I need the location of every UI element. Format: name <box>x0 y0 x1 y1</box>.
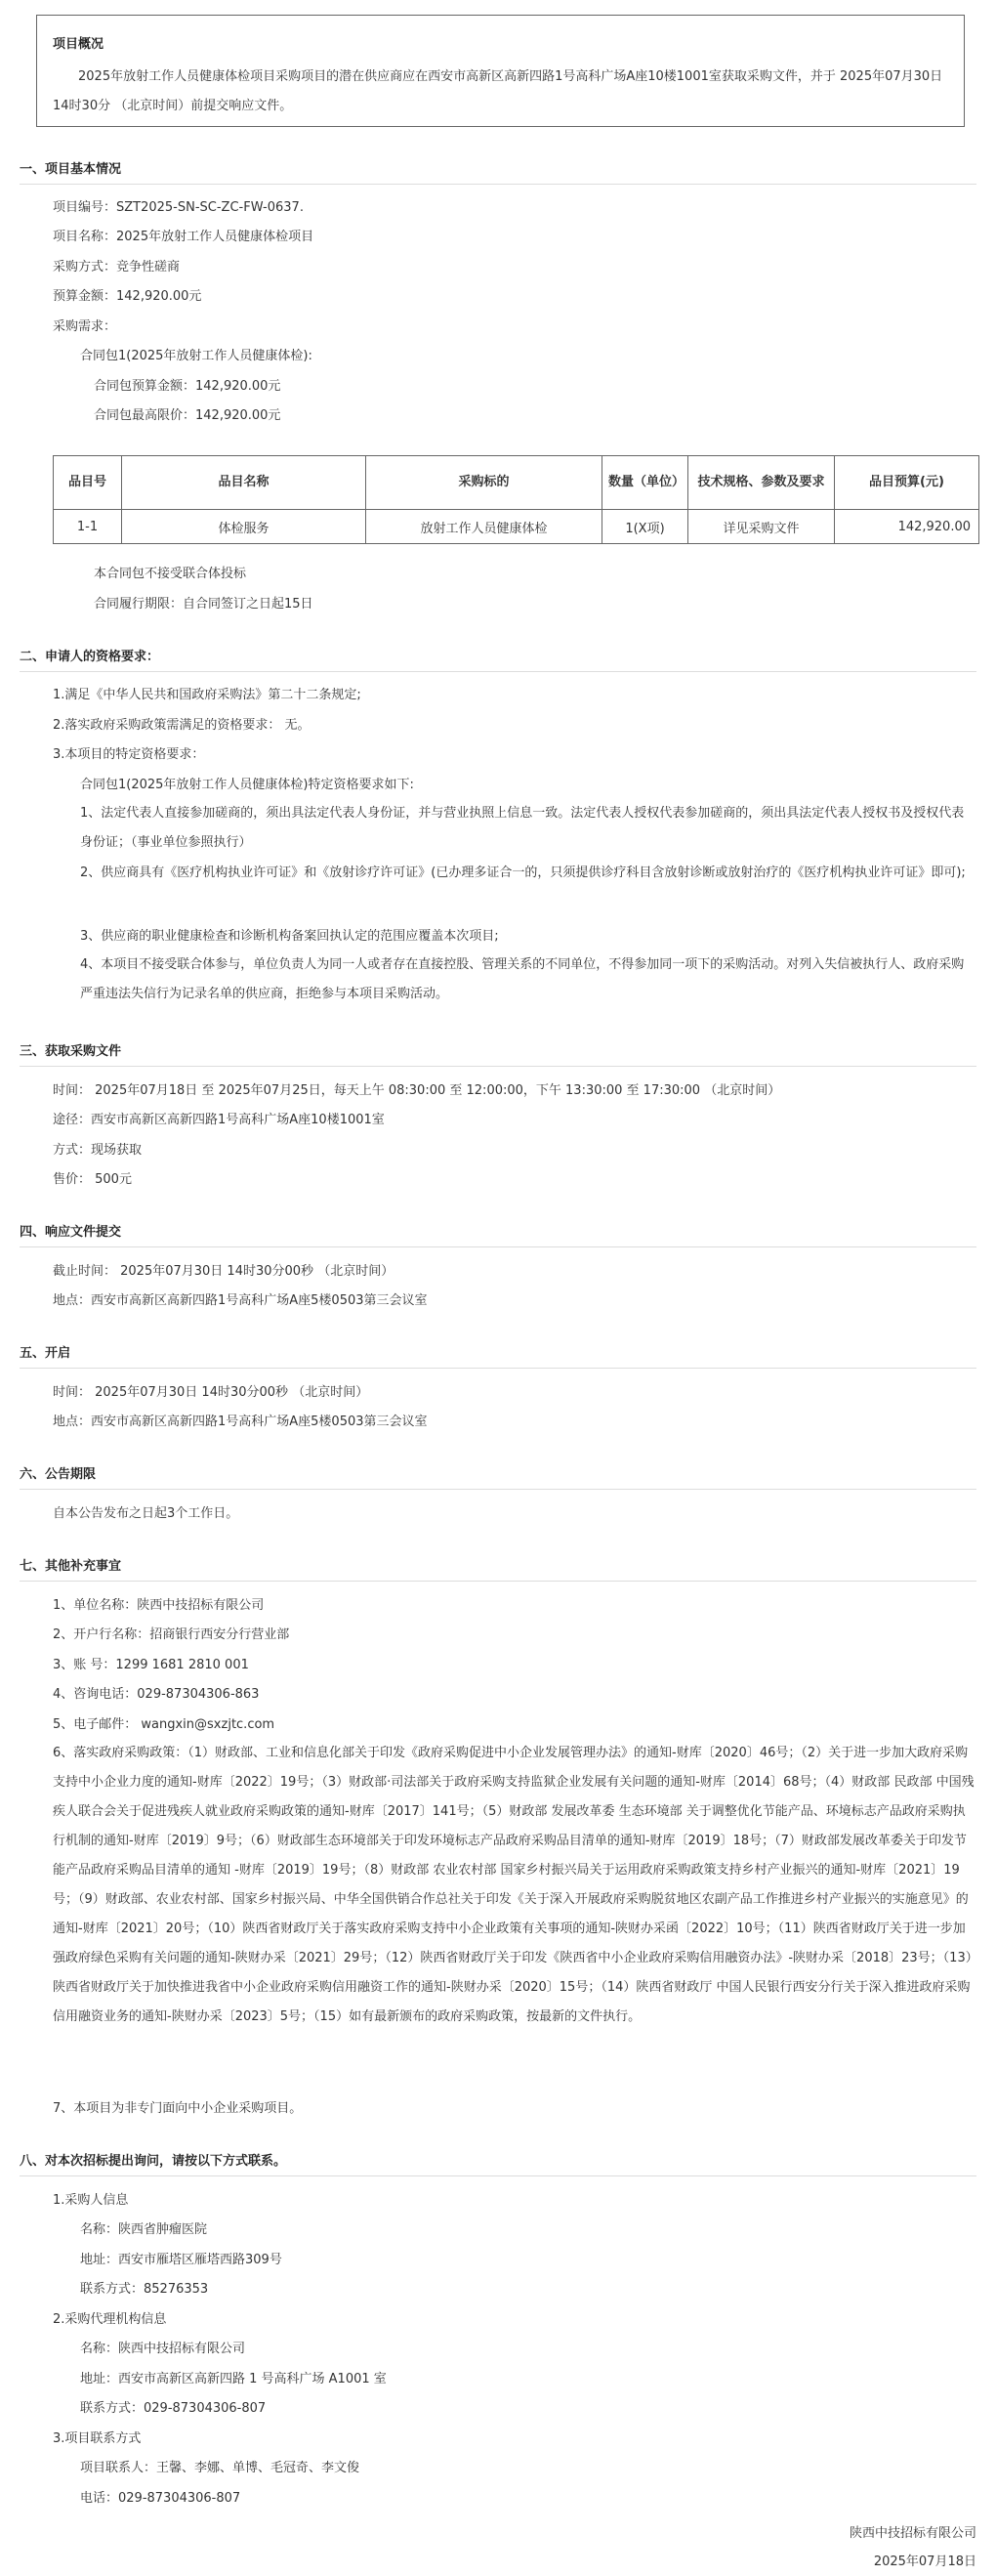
contract-package-max-price: 合同包最高限价：142,920.00元 <box>94 408 281 423</box>
document-method: 方式：现场获取 <box>53 1143 143 1158</box>
table-row <box>54 510 979 544</box>
unit-name: 1、单位名称：陕西中技招标有限公司 <box>53 1598 265 1613</box>
agent-phone: 联系方式：029-87304306-807 <box>80 2401 267 2416</box>
non-sme-note: 7、本项目为非专门面向中小企业采购项目。 <box>53 2101 303 2116</box>
section-8-title: 八、对本次招标提出询问，请按以下方式联系。 <box>20 2154 287 2169</box>
announcement-period: 自本公告发布之日起3个工作日。 <box>53 1506 239 1521</box>
table-header-cell: 技术规格、参数及要求 <box>688 456 835 510</box>
submission-deadline: 截止时间： 2025年07月30日 14时30分00秒 （北京时间） <box>53 1264 394 1279</box>
section-2-title: 二、申请人的资格要求： <box>20 650 160 664</box>
section-divider <box>20 184 976 185</box>
table-cell: 放射工作人员健康体检 <box>366 510 602 544</box>
qualification-3: 3.本项目的特定资格要求： <box>53 747 205 762</box>
section-divider <box>20 1489 976 1490</box>
no-consortium-note: 本合同包不接受联合体投标 <box>94 567 247 581</box>
budget-amount: 预算金额：142,920.00元 <box>53 289 202 304</box>
table-header-cell: 采购标的 <box>366 456 602 510</box>
email: 5、电子邮件： wangxin@sxzjtc.com <box>53 1717 275 1732</box>
agent-address: 地址：西安市高新区高新四路 1 号高科广场 A1001 室 <box>80 2372 387 2386</box>
special-qualification-4: 4、本项目不接受联合体参与，单位负责人为同一人或者存在直接控股、管理关系的不同单位，不得参加同一项下的采购活动。对列入失信被执行人、政府采购严重违法失信行为记录名单的供应商，拒绝参与本项目采购活动。 <box>80 957 965 1001</box>
document-price: 售价： 500元 <box>53 1172 132 1187</box>
table-header-cell: 品目预算(元) <box>835 456 979 510</box>
project-name: 项目名称：2025年放射工作人员健康体检项目 <box>53 230 314 244</box>
overview-text: 2025年放射工作人员健康体检项目采购项目的潜在供应商应在西安市高新区高新四路1号高科广场A座10楼1001室获取采购文件，并于 2025年07月30日 14时30分 （北京时间）前提交响应文件。 <box>53 69 943 113</box>
overview-title: 项目概况 <box>53 37 104 52</box>
table-cell: 1-1 <box>54 510 122 544</box>
project-overview-box <box>36 15 965 127</box>
bank-name: 2、开户行名称：招商银行西安分行营业部 <box>53 1627 290 1642</box>
signature-date: 2025年07月18日 <box>873 2555 976 2569</box>
table-header-cell: 数量（单位） <box>602 456 688 510</box>
submission-location: 地点：西安市高新区高新四路1号高科广场A座5楼0503第三会议室 <box>53 1293 428 1308</box>
procurement-method: 采购方式：竞争性磋商 <box>53 260 181 274</box>
section-divider <box>20 1066 976 1067</box>
special-qualification-3: 3、供应商的职业健康检查和诊断机构备案回执认定的范围应覆盖本次项目; <box>80 929 499 944</box>
table-cell: 142,920.00 <box>835 510 979 544</box>
buyer-phone: 联系方式：85276353 <box>80 2282 209 2297</box>
document-time: 时间： 2025年07月18日 至 2025年07月25日，每天上午 08:30:00 至 12:00:00，下午 13:30:00 至 17:30:00 （北京时间） <box>53 1083 781 1098</box>
contact-info-title: 3.项目联系方式 <box>53 2431 142 2446</box>
table-header-row <box>54 456 979 510</box>
section-7-title: 七、其他补充事宜 <box>20 1559 122 1574</box>
buyer-name: 名称：陕西省肿瘤医院 <box>80 2222 208 2237</box>
section-6-title: 六、公告期限 <box>20 1467 97 1482</box>
contract-package-budget: 合同包预算金额：142,920.00元 <box>94 379 281 394</box>
agent-name: 名称：陕西中技招标有限公司 <box>80 2342 246 2356</box>
qualification-1: 1.满足《中华人民共和国政府采购法》第二十二条规定; <box>53 688 361 702</box>
section-divider <box>20 1246 976 1247</box>
table-cell: 详见采购文件 <box>688 510 835 544</box>
section-divider <box>20 1368 976 1369</box>
document-location: 途径：西安市高新区高新四路1号高科广场A座10楼1001室 <box>53 1113 385 1127</box>
special-qualification-title: 合同包1(2025年放射工作人员健康体检)特定资格要求如下: <box>80 778 414 792</box>
consult-phone: 4、咨询电话：029-87304306-863 <box>53 1687 260 1702</box>
table-cell: 1(X项) <box>602 510 688 544</box>
table-header-cell: 品目号 <box>54 456 122 510</box>
buyer-info-title: 1.采购人信息 <box>53 2193 129 2208</box>
agent-info-title: 2.采购代理机构信息 <box>53 2312 167 2327</box>
table-cell: 体检服务 <box>122 510 366 544</box>
section-1-title: 一、项目基本情况 <box>20 162 122 177</box>
qualification-2: 2.落实政府采购政策需满足的资格要求： 无。 <box>53 718 311 733</box>
section-divider <box>20 2175 976 2176</box>
section-divider <box>20 1581 976 1582</box>
opening-location: 地点：西安市高新区高新四路1号高科广场A座5楼0503第三会议室 <box>53 1415 428 1429</box>
procurement-policies: 6、落实政府采购政策：（1）财政部、工业和信息化部关于印发《政府采购促进中小企业发展管理办法》的通知-财库〔2020〕46号；（2）关于进一步加大政府采购支持中小企业力度的通知-财库〔2022〕19号；（3）财政部·司法部关于政府采购支持监狱企业发展有关问题的通知-财库〔2014〕68号；（4）财政部 民政部 中国残疾人联合会关于促进残疾人就业政府采购政策的通知-财库〔2017〕141号；（5）财政部 发展改革委 生态环境部 关于调整优化节能产品、环境标志产品政府采购执行机制的通知-财库〔2019〕9号；（6）财政部生态环境部关于印发环境标志产品政府采购品目清单的通知-财库〔2019〕18号；（7）财政部发展改革委关于印发节能产品政府采购品目清单的通知 -财库〔2019〕19号；（8）财政部 农业农村部 国家乡村振兴局关于运用政府采购政策支持乡村产业振兴的通知-财库〔2021〕19号；（9）财政部、农业农村部、国家乡村振兴局、中华全国供销合作总社关于印发《关于深入开展政府采购脱贫地区农副产品工作推进乡村产业振兴的实施意见》的通知-财库〔2021〕20号；（10）陕西省财政厅关于落实政府采购支持中小企业政策有关事项的通知-陕财办采函〔2022〕10号；（11）陕西省财政厅关于进一步加强政府绿色采购有关问题的通知-陕财办采〔2021〕29号；（12）陕西省财政厅关于印发《陕西省中小企业政府采购信用融资办法》-陕财办采〔2018〕23号；（13）陕西省财政厅关于加快推进我省中小企业政府采购信用融资工作的通知-陕财办采〔2020〕15号；（14）陕西省财政厅 中国人民银行西安分行关于深入推进政府采购信用融资业务的通知-陕财办采〔2023〕5号；（15）如有最新颁布的政府采购政策，按最新的文件执行。 <box>53 1746 975 2024</box>
account-number: 3、账 号：1299 1681 2810 001 <box>53 1658 249 1672</box>
section-5-title: 五、开启 <box>20 1346 71 1361</box>
section-4-title: 四、响应文件提交 <box>20 1225 122 1240</box>
table-header-cell: 品目名称 <box>122 456 366 510</box>
project-number: 项目编号：SZT2025-SN-SC-ZC-FW-0637. <box>53 200 304 215</box>
section-3-title: 三、获取采购文件 <box>20 1044 122 1059</box>
procurement-needs-label: 采购需求： <box>53 319 117 334</box>
special-qualification-1: 1、法定代表人直接参加磋商的，须出具法定代表人身份证，并与营业执照上信息一致。法定代表人授权代表参加磋商的，须出具法定代表人授权书及授权代表身份证；（事业单位参照执行） <box>80 806 965 850</box>
opening-time: 时间： 2025年07月30日 14时30分00秒 （北京时间） <box>53 1385 369 1400</box>
special-qualification-2: 2、供应商具有《医疗机构执业许可证》和《放射诊疗许可证》(已办理多证合一的，只须提供诊疗科目含放射诊断或放射治疗的《医疗机构执业许可证》即可); <box>80 866 966 880</box>
contract-period: 合同履行期限：自合同签订之日起15日 <box>94 597 313 612</box>
buyer-address: 地址：西安市雁塔区雁塔西路309号 <box>80 2253 282 2267</box>
signature-org: 陕西中技招标有限公司 <box>849 2526 976 2541</box>
contract-package-title: 合同包1(2025年放射工作人员健康体检): <box>80 349 312 363</box>
section-divider <box>20 671 976 672</box>
contact-people: 项目联系人：王馨、李娜、单博、毛冠奇、李文俊 <box>80 2461 360 2475</box>
contact-phone: 电话：029-87304306-807 <box>80 2491 241 2506</box>
procurement-items-table <box>53 455 979 544</box>
